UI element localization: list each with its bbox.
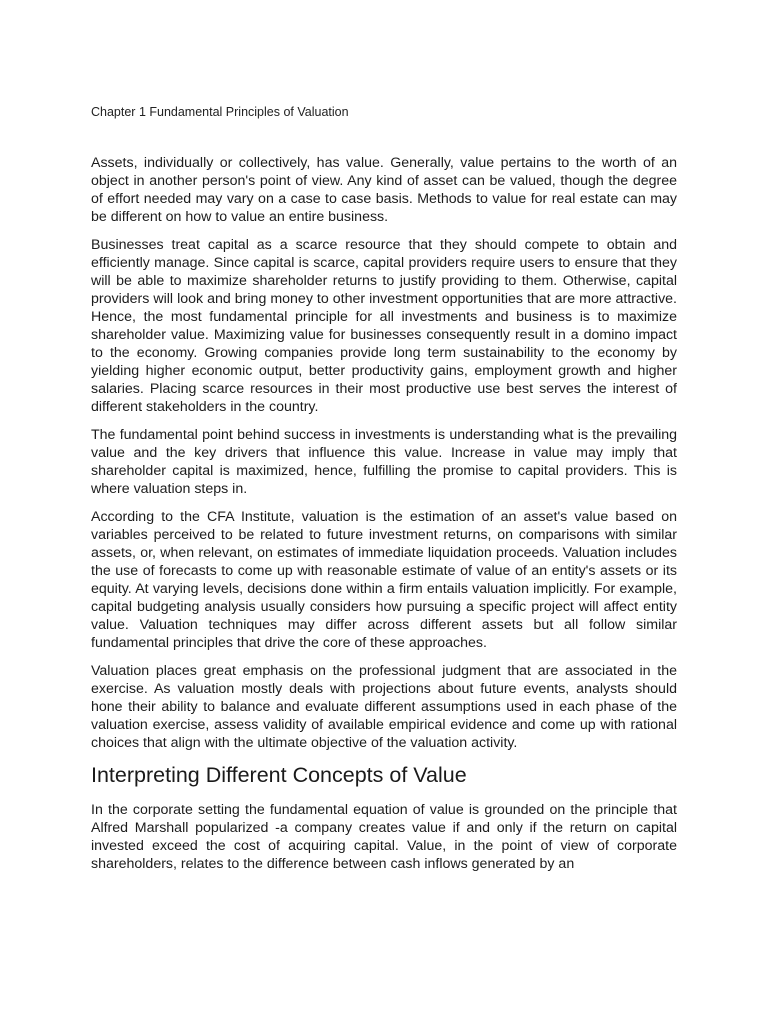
paragraph-assets-value: Assets, individually or collectively, has value. Generally, value pertains to the worth of an object in another person's point of view. Any kind of asset can be valued, though the degree of effort needed may vary on a case to case basis. Methods to value for real estate can may be different on how to value an entire business. bbox=[91, 155, 677, 225]
paragraph-professional-judgment: Valuation places great emphasis on the professional judgment that are associated in the exercise. As valuation mostly deals with projections about future events, analysts should hone their ability to balance and evaluate different assumptions used in each phase of the valuation exercise, assess validity of available empirical evidence and come up with rational choices that align with the ultimate objective of the valuation activity. bbox=[91, 663, 677, 751]
chapter-title: Chapter 1 Fundamental Principles of Valuation bbox=[91, 105, 349, 119]
paragraph-investment-success: The fundamental point behind success in investments is understanding what is the prevailing value and the key drivers that influence this value. Increase in value may imply that shareholder capital is maximized, hence, fulfilling the promise to capital providers. This is where valuation steps in. bbox=[91, 427, 677, 497]
paragraph-cfa-definition: According to the CFA Institute, valuation is the estimation of an asset's value based on variables perceived to be related to future investment returns, on comparisons with similar assets, or, when relevant, on estimates of immediate liquidation proceeds. Valuation includes the use of forecasts to come up with reasonable estimate of value of an entity's assets or its equity. At varying levels, decisions done within a firm entails valuation implicitly. For example, capital budgeting analysis usually considers how pursuing a specific project will affect entity value. Valuation techniques may differ across different assets but all follow similar fundamental principles that drive the core of these approaches. bbox=[91, 509, 677, 651]
paragraph-scarce-capital: Businesses treat capital as a scarce resource that they should compete to obtain and efficiently manage. Since capital is scarce, capital providers require users to ensure that they will be able to maximize shareholder returns to justify providing to them. Otherwise, capital providers will look and bring money to other investment opportunities that are more attractive. Hence, the most fundamental principle for all investments and business is to maximize shareholder value. Maximizing value for businesses consequently result in a domino impact to the economy. Growing companies provide long term sustainability to the economy by yielding higher economic output, better productivity gains, employment growth and higher salaries. Placing scarce resources in their most productive use best serves the interest of different stakeholders in the country. bbox=[91, 237, 677, 415]
document-body bbox=[91, 154, 677, 883]
paragraph-fundamental-equation: In the corporate setting the fundamental equation of value is grounded on the principle that Alfred Marshall popularized -a company creates value if and only if the return on capital invested exceed the cost of acquiring capital. Value, in the point of view of corporate shareholders, relates to the difference between cash inflows generated by an bbox=[91, 802, 677, 872]
section-heading: Interpreting Different Concepts of Value bbox=[91, 763, 467, 787]
